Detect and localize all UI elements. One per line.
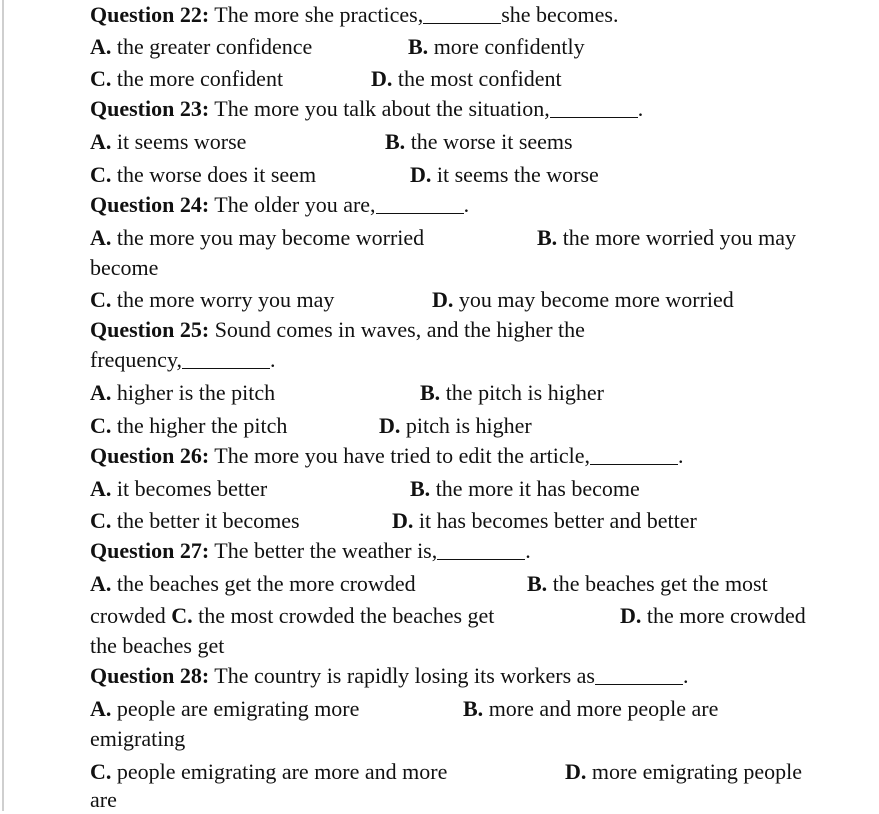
q28-stem-after: .	[682, 663, 689, 688]
q24-stem-before: The older you are,	[209, 192, 376, 217]
q28-option-a: A. people are emigrating more	[90, 696, 360, 721]
q26-stem-before: The more you have tried to edit the article,	[209, 443, 590, 468]
q27-option-b: B. the beaches get the most	[527, 571, 768, 596]
q24-stem	[90, 191, 469, 219]
q28-option-d-continued: are	[90, 787, 117, 812]
q22-option-b: B. more confidently	[408, 34, 585, 59]
q25-options-row2	[90, 412, 870, 440]
q28-option-b: B. more and more people are	[463, 696, 719, 721]
q24-options-row1	[90, 224, 870, 252]
q25-stem-before: Sound comes in waves, and the higher the	[209, 317, 585, 342]
q22-option-c: C. the more confident	[90, 66, 284, 91]
q26-option-a: A. it becomes better	[90, 476, 268, 501]
q28-blank	[595, 666, 683, 685]
q25-option-c: C. the higher the pitch	[90, 413, 288, 438]
q27-option-c: crowded C. the most crowded the beaches get	[90, 603, 495, 628]
q24-option-b-continued: become	[90, 255, 159, 280]
q25-option-d: D. pitch is higher	[379, 413, 532, 438]
q27-stem-before: The better the weather is,	[209, 538, 438, 563]
q25-blank	[182, 350, 270, 369]
q27-stem-after: .	[525, 538, 531, 563]
q22-stem-before: The more she practices,	[209, 2, 424, 27]
q22-label: Question 22:	[90, 2, 210, 27]
q23-stem	[90, 95, 643, 123]
q26-option-d: D. it has becomes better and better	[392, 508, 697, 533]
q26-blank	[590, 446, 678, 465]
q23-stem-after: .	[637, 96, 644, 121]
q24-stem-after: .	[463, 192, 470, 217]
q28-option-d: D. more emigrating people	[565, 759, 803, 784]
q25-options-row1	[90, 379, 870, 407]
q27-option-d-continued: the beaches get	[90, 633, 225, 658]
q22-stem	[90, 1, 619, 29]
q28-stem-before: The country is rapidly losing its workers as	[209, 663, 595, 688]
q26-stem-after: .	[677, 443, 684, 468]
q24-option-d: D. you may become more worried	[432, 287, 734, 312]
q24-option-a: A. the more you may become worried	[90, 225, 425, 250]
q28-option-c: C. people emigrating are more and more	[90, 759, 448, 784]
page-left-border	[2, 0, 4, 811]
q25-option-a: A. higher is the pitch	[90, 380, 276, 405]
q26-option-c: C. the better it becomes	[90, 508, 300, 533]
q23-label: Question 23:	[90, 96, 210, 121]
q28-options-row1	[90, 695, 870, 723]
q23-blank	[550, 99, 638, 118]
q26-options-row2	[90, 507, 870, 535]
q27-option-d: D. the more crowded	[620, 603, 806, 628]
q27-label: Question 27:	[90, 538, 210, 563]
q24-option-b: B. the more worried you may	[537, 225, 797, 250]
q23-stem-before: The more you talk about the situation,	[209, 96, 550, 121]
q23-option-d: D. it seems the worse	[410, 162, 599, 187]
q25-label: Question 25:	[90, 317, 210, 342]
q26-option-b: B. the more it has become	[410, 476, 640, 501]
q23-option-b: B. the worse it seems	[385, 129, 573, 154]
q25-stem	[90, 316, 585, 344]
q27-stem	[90, 537, 531, 565]
q27-option-a: A. the beaches get the more crowded	[90, 571, 416, 596]
q24-option-c: C. the more worry you may	[90, 287, 335, 312]
q23-options-row1	[90, 128, 870, 156]
q27-options-row1	[90, 570, 870, 598]
q25-stem-line2: frequency, .	[90, 347, 276, 372]
q22-stem-after: she becomes.	[501, 2, 619, 27]
q28-stem	[90, 662, 688, 690]
q22-options-row1	[90, 33, 870, 61]
q22-options-row2	[90, 65, 870, 93]
q28-options-row2	[90, 758, 870, 786]
q24-options-row2	[90, 286, 870, 314]
q23-options-row2	[90, 161, 870, 189]
q28-label: Question 28:	[90, 663, 210, 688]
q24-blank	[376, 195, 464, 214]
q27-blank	[437, 541, 525, 560]
q22-option-a: A. the greater confidence	[90, 34, 313, 59]
q24-label: Question 24:	[90, 192, 210, 217]
q22-blank	[423, 5, 501, 24]
q26-label: Question 26:	[90, 443, 210, 468]
q25-option-b: B. the pitch is higher	[420, 380, 604, 405]
q23-option-c: C. the worse does it seem	[90, 162, 317, 187]
q26-options-row1	[90, 475, 870, 503]
q27-options-row2	[90, 602, 870, 630]
q26-stem	[90, 442, 683, 470]
q22-option-d: D. the most confident	[371, 66, 562, 91]
q23-option-a: A. it seems worse	[90, 129, 247, 154]
q28-option-b-continued: emigrating	[90, 726, 186, 751]
